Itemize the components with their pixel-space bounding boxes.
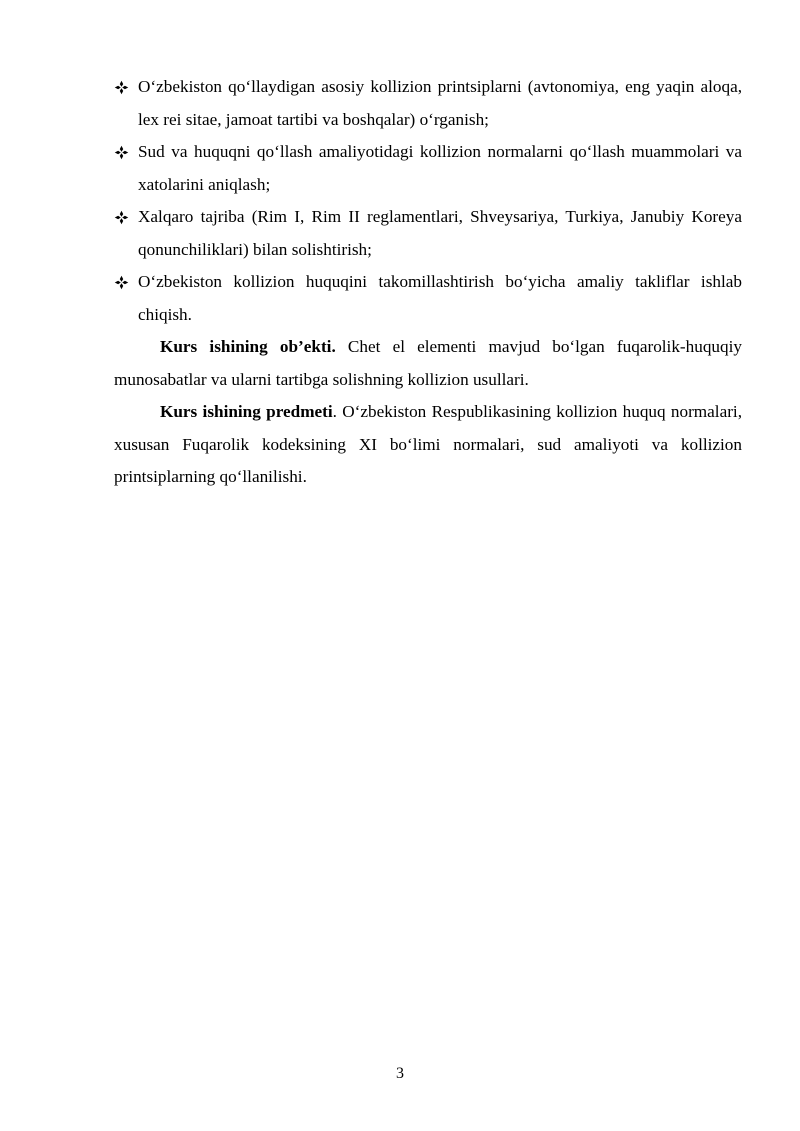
- list-item-text: O‘zbekiston qo‘llaydigan asosiy kollizion printsiplarni (avtonomiya, eng yaqin aloqa, lex rei sitae, jamoat tartibi va boshqalar) o‘rganish;: [138, 77, 742, 129]
- object-paragraph: [114, 331, 742, 396]
- subject-paragraph-text: . O‘zbekiston Respublikasining kollizion huquq normalari, xususan Fuqarolik kodeksining XI bo‘limi normalari, sud amaliyoti va kollizion printsiplarning qo‘llanilishi.: [114, 402, 743, 486]
- list-item-text: Xalqaro tajriba (Rim I, Rim II reglamentlari, Shveysariya, Turkiya, Janubiy Koreya qonunchiliklari) bilan solishtirish;: [138, 207, 742, 259]
- diamond-bullet-icon: [114, 136, 134, 169]
- object-paragraph-text: Chet el elementi mavjud bo‘lgan fuqarolik-huquqiy munosabatlar va ularni tartibga solishning kollizion usullari.: [114, 337, 742, 389]
- page-body: [114, 71, 742, 494]
- page-number: 3: [396, 1065, 404, 1082]
- list-item-text: O‘zbekiston kollizion huquqini takomillashtirish bo‘yicha amaliy takliflar ishlab chiqish.: [138, 272, 742, 324]
- object-paragraph-lead: Kurs ishining ob’ekti.: [160, 337, 336, 356]
- list-item: [114, 71, 742, 136]
- diamond-bullet-icon: [114, 71, 134, 104]
- diamond-bullet-icon: [114, 266, 134, 299]
- subject-paragraph-lead: Kurs ishining predmeti: [160, 402, 333, 421]
- list-item: [114, 266, 742, 331]
- list-item-text: Sud va huquqni qo‘llash amaliyotidagi kollizion normalarni qo‘llash muammolari va xatolarini aniqlash;: [138, 142, 742, 194]
- list-item: [114, 136, 742, 201]
- subject-paragraph: [114, 396, 742, 494]
- list-item: [114, 201, 742, 266]
- diamond-bullet-icon: [114, 201, 134, 234]
